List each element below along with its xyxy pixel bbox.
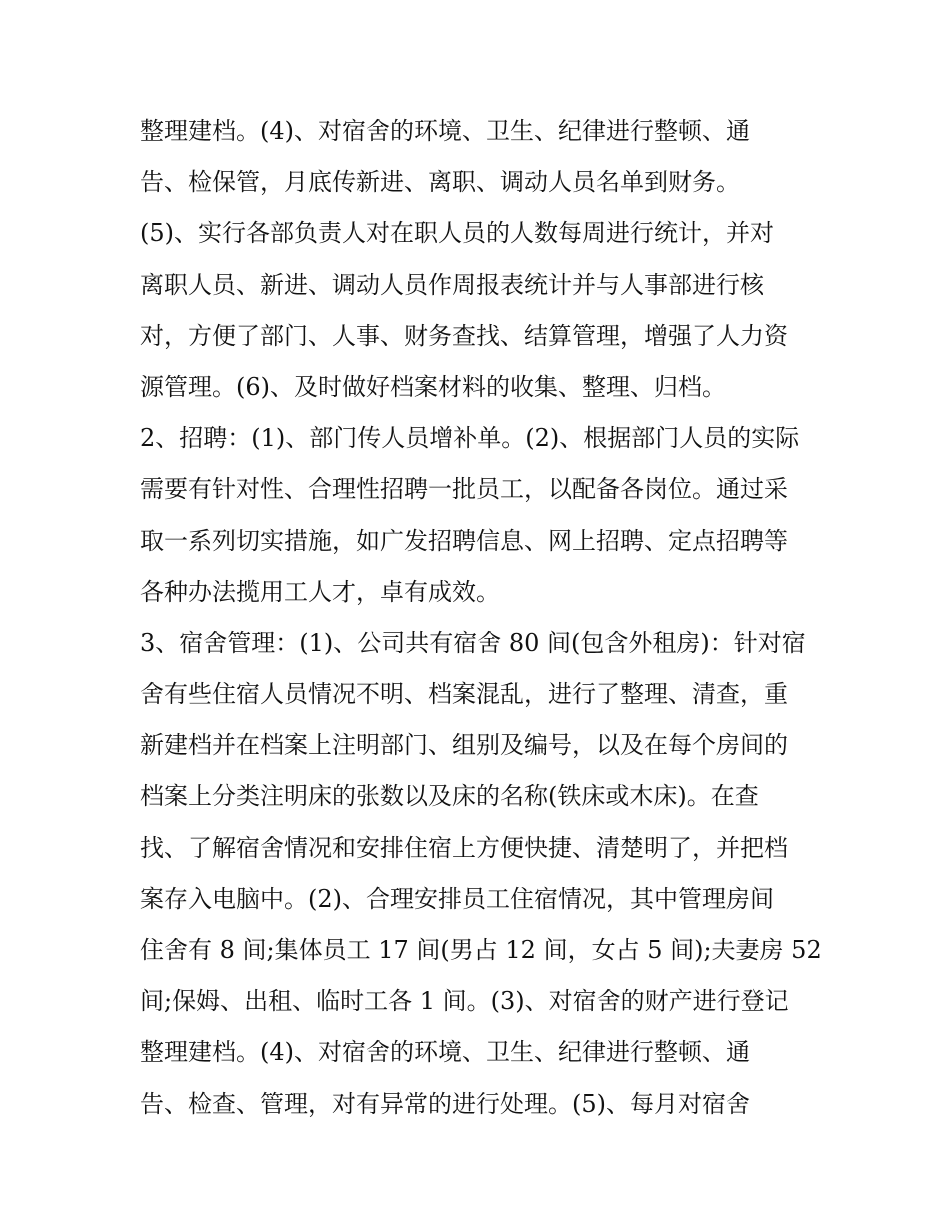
text-line: (5)、实行各部负责人对在职人员的人数每周进行统计，并对 — [140, 219, 774, 248]
text-line: 源管理。(6)、及时做好档案材料的收集、整理、归档。 — [140, 372, 726, 401]
text-line: 新建档并在档案上注明部门、组别及编号，以及在每个房间的 — [140, 731, 788, 760]
text-line: 案存入电脑中。(2)、合理安排员工住宿情况，其中管理房间 — [140, 884, 774, 913]
text-line: 舍有些住宿人员情况不明、档案混乱，进行了整理、清查，重 — [140, 680, 788, 709]
text-line: 取一系列切实措施，如广发招聘信息、网上招聘、定点招聘等 — [140, 526, 788, 555]
text-line: 3、宿舍管理：(1)、公司共有宿舍 80 间(包含外租房)：针对宿 — [140, 628, 806, 657]
text-line: 整理建档。(4)、对宿舍的环境、卫生、纪律进行整顿、通 — [140, 117, 750, 145]
text-line: 告、检查、管理，对有异常的进行处理。(5)、每月对宿舍 — [140, 1089, 750, 1118]
text-line: 对，方便了部门、人事、财务查找、结算管理，增强了人力资 — [140, 321, 788, 350]
text-line: 告、检保管，月底传新进、离职、调动人员名单到财务。 — [140, 168, 740, 197]
text-line: 间;保姆、出租、临时工各 1 间。(3)、对宿舍的财产进行登记 — [140, 987, 789, 1016]
document-body — [140, 106, 830, 1130]
text-line: 整理建档。(4)、对宿舍的环境、卫生、纪律进行整顿、通 — [140, 1038, 750, 1067]
text-line: 2、招聘：(1)、部门传人员增补单。(2)、根据部门人员的实际 — [140, 424, 800, 453]
text-line: 档案上分类注明床的张数以及床的名称(铁床或木床)。在查 — [140, 782, 759, 811]
text-line: 需要有针对性、合理性招聘一批员工，以配备各岗位。通过采 — [140, 475, 788, 504]
text-line: 住舍有 8 间;集体员工 17 间(男占 12 间，女占 5 间);夫妻房 52 — [140, 936, 822, 964]
text-line: 找、了解宿舍情况和安排住宿上方便快捷、清楚明了，并把档 — [140, 833, 788, 862]
text-line: 各种办法揽用工人才，卓有成效。 — [140, 577, 500, 606]
text-line: 离职人员、新进、调动人员作周报表统计并与人事部进行核 — [140, 270, 764, 299]
